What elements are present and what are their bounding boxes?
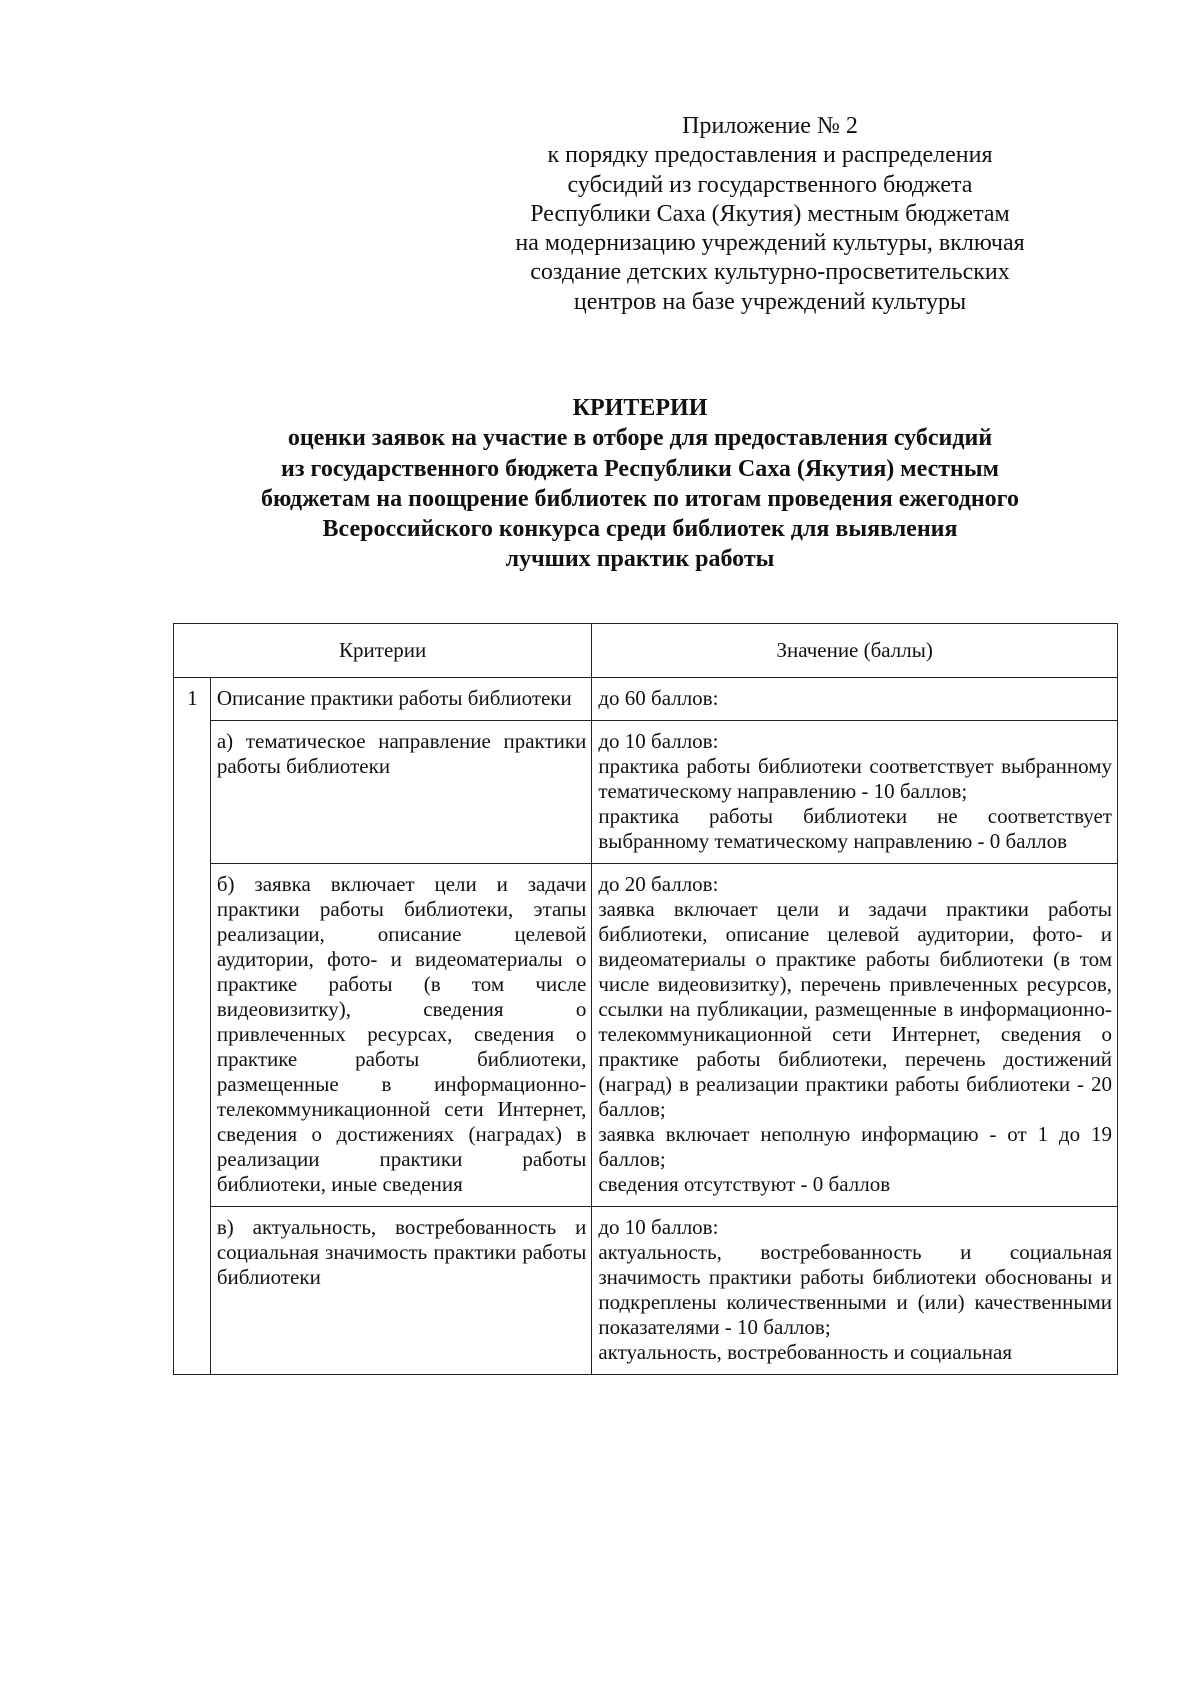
title-line: из государственного бюджета Республики Саха (Якутия) местным xyxy=(281,455,999,482)
value-cell xyxy=(592,721,1118,864)
value-line: до 20 баллов: xyxy=(598,872,719,896)
table-row xyxy=(174,678,1118,721)
value-line: актуальность, востребованность и социальная xyxy=(598,1340,1013,1364)
annex-line: к порядку предоставления и распределения xyxy=(547,142,993,169)
value-line: до 60 баллов: xyxy=(598,686,719,710)
title-line: оценки заявок на участие в отборе для предоставления субсидий xyxy=(287,425,993,452)
value-line: до 10 баллов: xyxy=(598,1215,719,1239)
annex-header xyxy=(470,112,1070,317)
title-line: лучших практик работы xyxy=(505,546,775,573)
criteria-table xyxy=(173,623,1118,1375)
table-header-row xyxy=(174,624,1118,678)
header-criteria: Критерии xyxy=(174,624,592,678)
annex-line: на модернизацию учреждений культуры, включая xyxy=(515,230,1025,257)
annex-line: субсидий из государственного бюджета xyxy=(567,171,973,198)
annex-line: центров на базе учреждений культуры xyxy=(573,288,967,315)
value-cell xyxy=(592,678,1118,721)
annex-line: Приложение № 2 xyxy=(682,113,858,139)
criterion-cell: в) актуальность, востребованность и социальная значимость практики работы библиотеки xyxy=(210,1207,592,1375)
value-line: практика работы библиотеки не соответствует выбранному тематическому направлению - 0 баллов xyxy=(598,804,1112,853)
table-row xyxy=(174,1207,1118,1375)
table-row xyxy=(174,721,1118,864)
value-line: сведения отсутствуют - 0 баллов xyxy=(598,1172,891,1196)
header-value: Значение (баллы) xyxy=(592,624,1118,678)
criterion-cell: б) заявка включает цели и задачи практики работы библиотеки, этапы реализации, описание целевой аудитории, фото- и видеоматериалы о практике работы (в том числе видеовизитку), сведения о привлеченных ресурсах, сведения о практике работы библиотеки, размещенные в информационно-телекоммуникационной сети Интернет, сведения о достижениях (наградах) в реализации практики работы библиотеки, иные сведения xyxy=(210,864,592,1207)
criterion-cell: Описание практики работы библиотеки xyxy=(210,678,592,721)
value-line: заявка включает цели и задачи практики работы библиотеки, описание целевой аудитории, фото- и видеоматериалы о практике работы библиотеки (в том числе видеовизитку), перечень привлеченных ресурсов, ссылки на публикации, размещенные в информационно-телекоммуникационной сети Интернет, сведения о практике работы библиотеки, перечень достижений (наград) в реализации практики работы библиотеки - 20 баллов; xyxy=(598,897,1112,1121)
row-number: 1 xyxy=(174,678,211,1375)
value-line: заявка включает неполную информацию - от 1 до 19 баллов; xyxy=(598,1122,1112,1171)
title-line: бюджетам на поощрение библиотек по итогам проведения ежегодного xyxy=(261,485,1019,512)
criterion-cell: а) тематическое направление практики работы библиотеки xyxy=(210,721,592,864)
value-line: до 10 баллов: xyxy=(598,729,719,753)
title-main: КРИТЕРИИ xyxy=(572,395,708,421)
document-title xyxy=(160,393,1120,575)
value-cell xyxy=(592,1207,1118,1375)
value-line: практика работы библиотеки соответствует выбранному тематическому направлению - 10 баллов; xyxy=(598,754,1112,803)
annex-line: создание детских культурно-просветительских xyxy=(530,259,1010,286)
annex-line: Республики Саха (Якутия) местным бюджетам xyxy=(530,200,1010,227)
value-cell xyxy=(592,864,1118,1207)
value-line: актуальность, востребованность и социальная значимость практики работы библиотеки обоснованы и подкреплены количественными и (или) качественными показателями - 10 баллов; xyxy=(598,1240,1112,1339)
title-line: Всероссийского конкурса среди библиотек для выявления xyxy=(322,516,958,543)
table-row xyxy=(174,864,1118,1207)
